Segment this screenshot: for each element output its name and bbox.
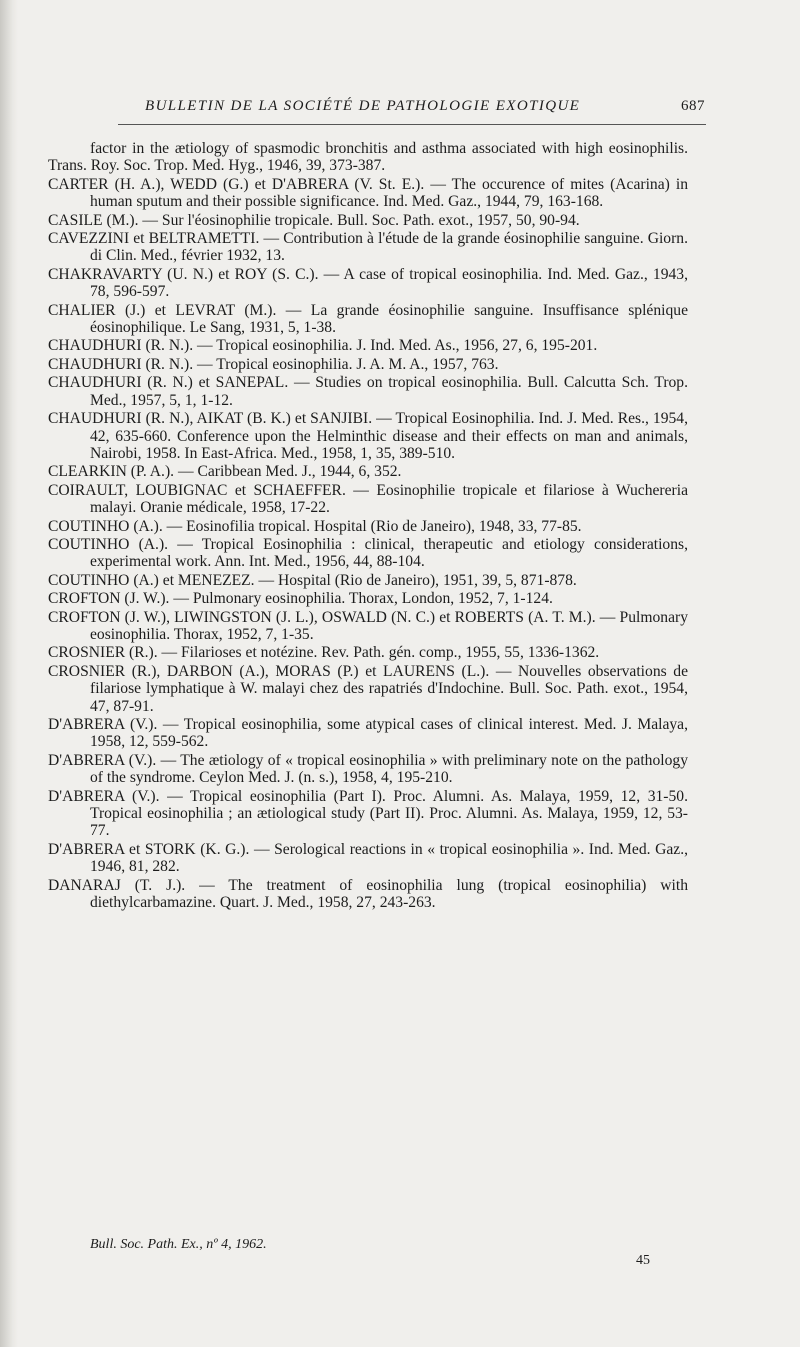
- reference-entry: CARTER (H. A.), WEDD (G.) et D'ABRERA (V. St. E.). — The occurence of mites (Acarina) in human sputum and their possible significance. Ind. Med. Gaz., 1944, 79, 163-168.: [48, 175, 688, 211]
- reference-entry: CROFTON (J. W.), LIWINGSTON (J. L.), OSWALD (N. C.) et ROBERTS (A. T. M.). — Pulmonary eosinophilia. Thorax, 1952, 7, 1-35.: [48, 608, 688, 643]
- reference-entry: COUTINHO (A.). — Tropical Eosinophilia : clinical, therapeutic and etiology considerations, experimental work. Ann. Int. Med., 1956, 44, 88-104.: [48, 535, 688, 571]
- running-head: [145, 98, 705, 115]
- reference-entry: CAVEZZINI et BELTRAMETTI. — Contribution à l'étude de la grande éosinophilie sanguine. Giorn. di Clin. Med., février 1932, 13.: [48, 230, 688, 265]
- reference-entry: CROSNIER (R.), DARBON (A.), MORAS (P.) et LAURENS (L.). — Nouvelles observations de filariose lymphatique à W. malayi chez des rapatriés d'Indochine. Bull. Soc. Path. exot., 1954, 47, 87-91.: [48, 662, 688, 715]
- journal-reference: Bull. Soc. Path. Ex., nº 4, 1962.: [90, 1237, 267, 1252]
- reference-entry: DANARAJ (T. J.). — The treatment of eosinophilia lung (tropical eosinophilia) with diethylcarbamazine. Quart. J. Med., 1958, 27, 243-263.: [48, 876, 688, 912]
- reference-entry: CHALIER (J.) et LEVRAT (M.). — La grande éosinophilie sanguine. Insuffisance splénique éosinophilique. Le Sang, 1931, 5, 1-38.: [48, 301, 688, 337]
- reference-entry: CHAUDHURI (R. N.) et SANEPAL. — Studies on tropical eosinophilia. Bull. Calcutta Sch. Trop. Med., 1957, 5, 1, 1-12.: [48, 374, 688, 409]
- page-footer: [90, 1237, 650, 1268]
- reference-entry: CASILE (M.). — Sur l'éosinophilie tropicale. Bull. Soc. Path. exot., 1957, 50, 90-94.: [48, 211, 580, 229]
- reference-list: [48, 140, 688, 912]
- reference-entry: CHAUDHURI (R. N.), AIKAT (B. K.) et SANJIBI. — Tropical Eosinophilia. Ind. J. Med. Res., 1954, 42, 635-660. Conference upon the Helminthic disease and their effects on man and animals, Nairobi, 1958. In East-Africa. Med., 1958, 1, 35, 389-510.: [48, 410, 688, 462]
- reference-entry: COUTINHO (A.). — Eosinofilia tropical. Hospital (Rio de Janeiro), 1948, 33, 77-85.: [48, 517, 582, 535]
- running-title: BULLETIN DE LA SOCIÉTÉ DE PATHOLOGIE EXOTIQUE: [145, 98, 581, 114]
- binding-shadow: [0, 0, 18, 1347]
- reference-entry: CROFTON (J. W.). — Pulmonary eosinophilia. Thorax, London, 1952, 7, 1-124.: [48, 590, 553, 608]
- reference-entry: CHAKRAVARTY (U. N.) et ROY (S. C.). — A case of tropical eosinophilia. Ind. Med. Gaz., 1943, 78, 596-597.: [48, 265, 688, 301]
- reference-entry: CROSNIER (R.). — Filarioses et notézine. Rev. Path. gén. comp., 1955, 55, 1336-1362.: [48, 644, 600, 662]
- reference-entry: CHAUDHURI (R. N.). — Tropical eosinophilia. J. A. M. A., 1957, 763.: [48, 355, 499, 373]
- signature-mark: 45: [636, 1253, 650, 1268]
- reference-entry: D'ABRERA et STORK (K. G.). — Serological reactions in « tropical eosinophilia ». Ind. Med. Gaz., 1946, 81, 282.: [48, 840, 688, 876]
- reference-entry: CHAUDHURI (R. N.). — Tropical eosinophilia. J. Ind. Med. As., 1956, 27, 6, 195-201.: [48, 337, 598, 355]
- reference-entry: factor in the ætiology of spasmodic bronchitis and asthma associated with high eosinophilis. Trans. Roy. Soc. Trop. Med. Hyg., 1946, 39, 373-387.: [48, 140, 688, 175]
- reference-entry: CLEARKIN (P. A.). — Caribbean Med. J., 1944, 6, 352.: [48, 463, 402, 481]
- reference-entry: D'ABRERA (V.). — Tropical eosinophilia (Part I). Proc. Alumni. As. Malaya, 1959, 12, 31-50. Tropical eosinophilia ; an ætiological study (Part II). Proc. Alumni. As. Malaya, 1959, 12, 53-77.: [48, 787, 688, 840]
- header-rule: [118, 124, 706, 125]
- page-number: 687: [681, 98, 705, 114]
- reference-entry: COIRAULT, LOUBIGNAC et SCHAEFFER. — Eosinophilie tropicale et filariose à Wuchereria malayi. Oranie médicale, 1958, 17-22.: [48, 481, 688, 517]
- reference-entry: COUTINHO (A.) et MENEZEZ. — Hospital (Rio de Janeiro), 1951, 39, 5, 871-878.: [48, 571, 577, 589]
- reference-entry: D'ABRERA (V.). — Tropical eosinophilia, some atypical cases of clinical interest. Med. J. Malaya, 1958, 12, 559-562.: [48, 716, 688, 751]
- reference-entry: D'ABRERA (V.). — The ætiology of « tropical eosinophilia » with preliminary note on the pathology of the syndrome. Ceylon Med. J. (n. s.), 1958, 4, 195-210.: [48, 751, 688, 787]
